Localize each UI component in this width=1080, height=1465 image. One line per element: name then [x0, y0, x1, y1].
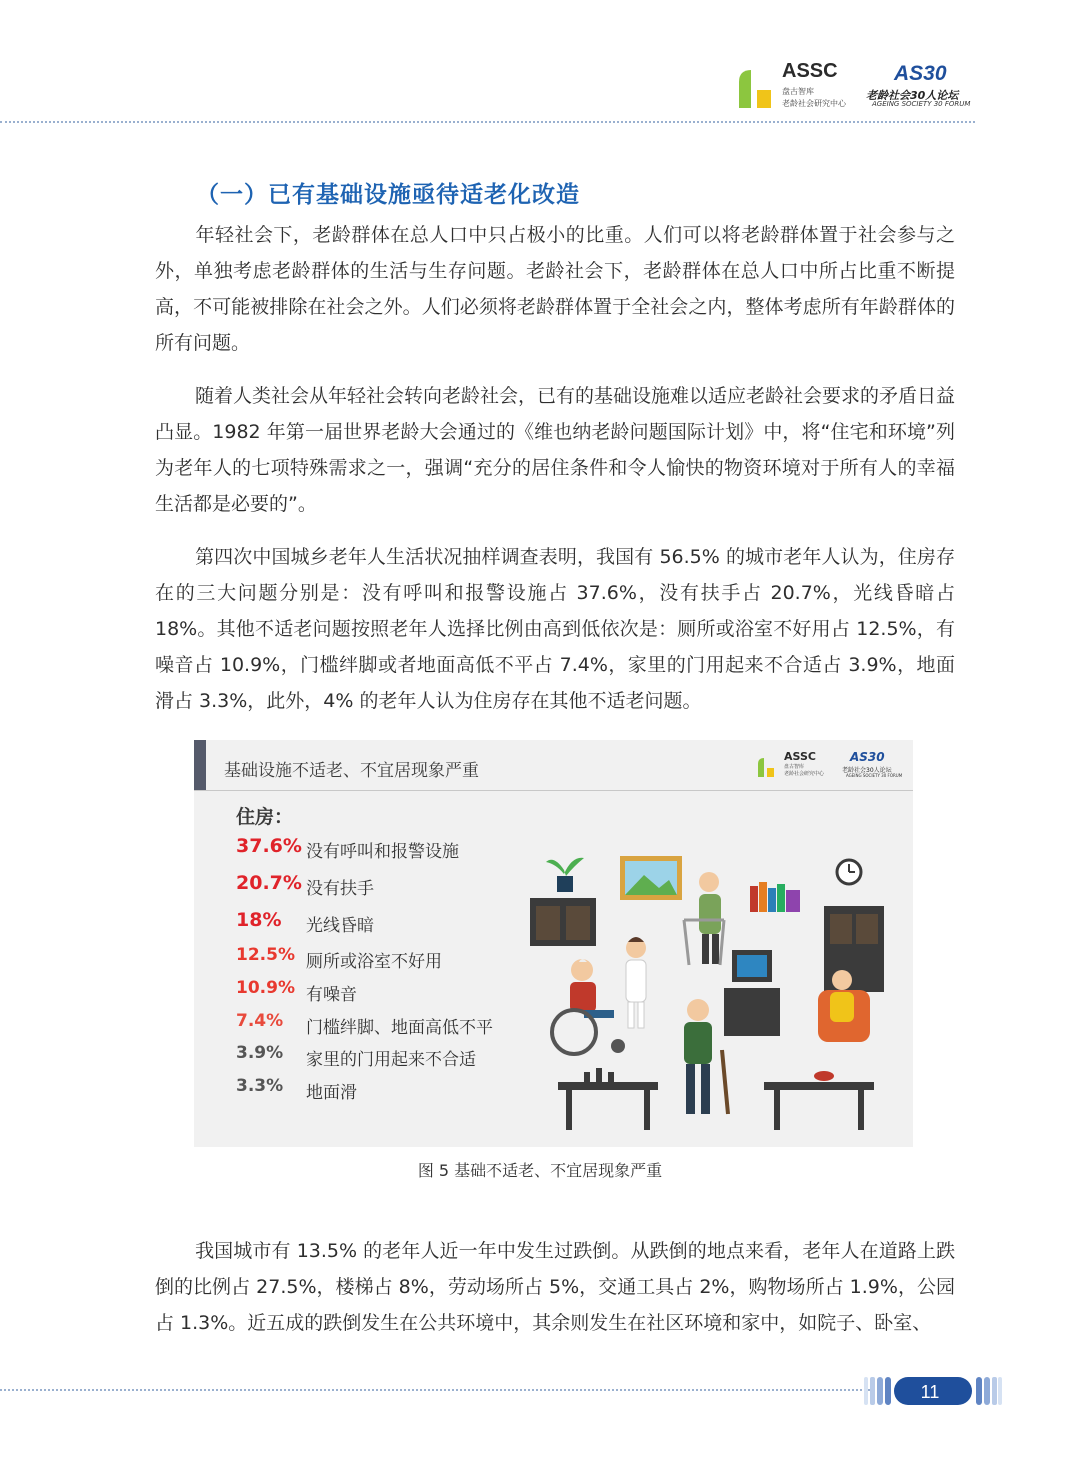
stat-percent: 12.5% — [236, 945, 295, 965]
paragraph-2-text: 随着人类社会从年轻社会转向老龄社会，已有的基础设施难以适应老龄社会要求的矛盾日益凸显。1982 年第一届世界老龄大会通过的《维也纳老龄问题国际计划》中，将“住宅和环境”列为老年人的七项特殊需求之一，强调“充分的居住条件和令人愉快的物资环境对于所有人的幸福生活都是必要的”。 — [155, 385, 956, 515]
paragraph-3-text: 第四次中国城乡老年人生活状况抽样调查表明，我国有 56.5% 的城市老年人认为，住房存在的三大问题分别是：没有呼叫和报警设施占 37.6%，没有扶手占 20.7%，光线昏暗占 18%。其他不适老问题按照老年人选择比例由高到低依次是：厕所或浴室不好用占 12.5%，有噪音占 10.9%，门槛绊脚或者地面高低不平占 7.4%，家里的门用起来不合适占 3.9%，地面滑占 3.3%，此外，4% 的老年人认为住房存在其他不适老问题。 — [155, 546, 955, 712]
as30-logo-mark: AS30 — [894, 62, 947, 85]
stat-percent: 7.4% — [236, 1011, 284, 1031]
stat-label: 没有扶手 — [306, 879, 374, 899]
potted-plant-icon — [546, 858, 584, 892]
stat-percent: 10.9% — [236, 978, 295, 998]
wall-clock-icon — [837, 860, 861, 884]
side-table-icon — [764, 1071, 874, 1130]
painting-icon — [620, 856, 682, 900]
elderly-man-cane-icon — [684, 999, 728, 1114]
as30-logo-chinese: 老龄社会30人论坛 — [866, 89, 959, 102]
stat-label: 有噪音 — [306, 985, 357, 1005]
figure-as30-mark: AS30 — [850, 750, 885, 764]
stat-label: 家里的门用起来不合适 — [306, 1050, 476, 1070]
figure-title-bar — [194, 740, 206, 790]
stat-label: 没有呼叫和报警设施 — [306, 842, 459, 862]
stat-label: 地面滑 — [306, 1083, 357, 1103]
stat-label: 光线昏暗 — [306, 916, 374, 936]
figure-caption: 图 5 基础不适老、不宜居现象严重 — [417, 1161, 663, 1180]
cabinet-icon — [530, 898, 596, 946]
wheelchair-user-icon — [552, 959, 625, 1054]
page-header — [0, 0, 1080, 125]
paragraph-2 — [155, 378, 955, 522]
nurse-icon — [626, 937, 646, 1028]
figure-title: 基础设施不适老、不宜居现象严重 — [224, 761, 479, 781]
figure-assc-mark-icon — [756, 752, 776, 780]
paragraph-4-text: 我国城市有 13.5% 的老年人近一年中发生过跌倒。从跌倒的地点来看，老年人在道路上跌倒的比例占 27.5%，楼梯占 8%，劳动场所占 5%，交通工具占 2%，购物场所占 1.9%，公园占 1.3%。近五成的跌倒发生在公共环境中，其余则发生在社区环境和家中，如院子、卧室、 — [155, 1240, 955, 1334]
header-divider — [0, 121, 975, 123]
television-icon — [724, 950, 780, 1036]
figure-title-divider — [194, 790, 913, 791]
as30-logo — [866, 62, 981, 110]
figure-as30-english: AGEING SOCIETY 30 FORUM — [846, 773, 903, 778]
stat-label: 厕所或浴室不好用 — [306, 952, 442, 972]
assc-logo-name: ASSC — [782, 60, 838, 82]
paragraph-4 — [155, 1233, 955, 1341]
footer-divider — [0, 1389, 870, 1391]
figure-assc-subtitle: 盘古智库 老龄社会研究中心 — [784, 764, 825, 777]
as30-logo-english: AGEING SOCIETY 30 FORUM — [872, 100, 971, 108]
stat-percent: 37.6% — [236, 835, 302, 857]
paragraph-3 — [155, 539, 955, 719]
page-number: 11 — [920, 1382, 940, 1402]
stat-percent: 3.9% — [236, 1043, 284, 1063]
books-icon — [750, 882, 800, 912]
figure-assc-name: ASSC — [784, 750, 816, 763]
stat-percent: 18% — [236, 909, 282, 931]
paragraph-1 — [155, 217, 955, 361]
figure-heading: 住房： — [236, 806, 294, 828]
elderly-home-illustration — [524, 850, 904, 1140]
coffee-table-icon — [558, 1068, 658, 1130]
assc-logo-mark-icon — [735, 64, 775, 108]
figure-as30-chinese: 老龄社会30人论坛 — [842, 767, 892, 774]
stat-percent: 20.7% — [236, 872, 302, 894]
paragraph-1-text: 年轻社会下，老龄群体在总人口中只占极小的比重。人们可以将老龄群体置于社会参与之外，单独考虑老龄群体的生活与生存问题。老龄社会下，老龄群体在总人口中所占比重不断提高，不可能被排除在社会之外。人们必须将老龄群体置于全社会之内，整体考虑所有年龄群体的所有问题。 — [155, 224, 955, 354]
assc-logo-subtitle-1: 盘古智库 — [782, 87, 814, 96]
assc-logo-subtitle-2: 老龄社会研究中心 — [782, 99, 846, 108]
figure-infographic — [194, 740, 913, 1147]
section-title: （一）已有基础设施亟待适老化改造 — [196, 182, 580, 208]
elderly-woman-walker-icon — [684, 872, 724, 965]
stat-label: 门槛绊脚、地面高低不平 — [306, 1018, 493, 1038]
figure-logos — [756, 748, 906, 788]
assc-logo — [735, 60, 855, 112]
stat-percent: 3.3% — [236, 1076, 284, 1096]
